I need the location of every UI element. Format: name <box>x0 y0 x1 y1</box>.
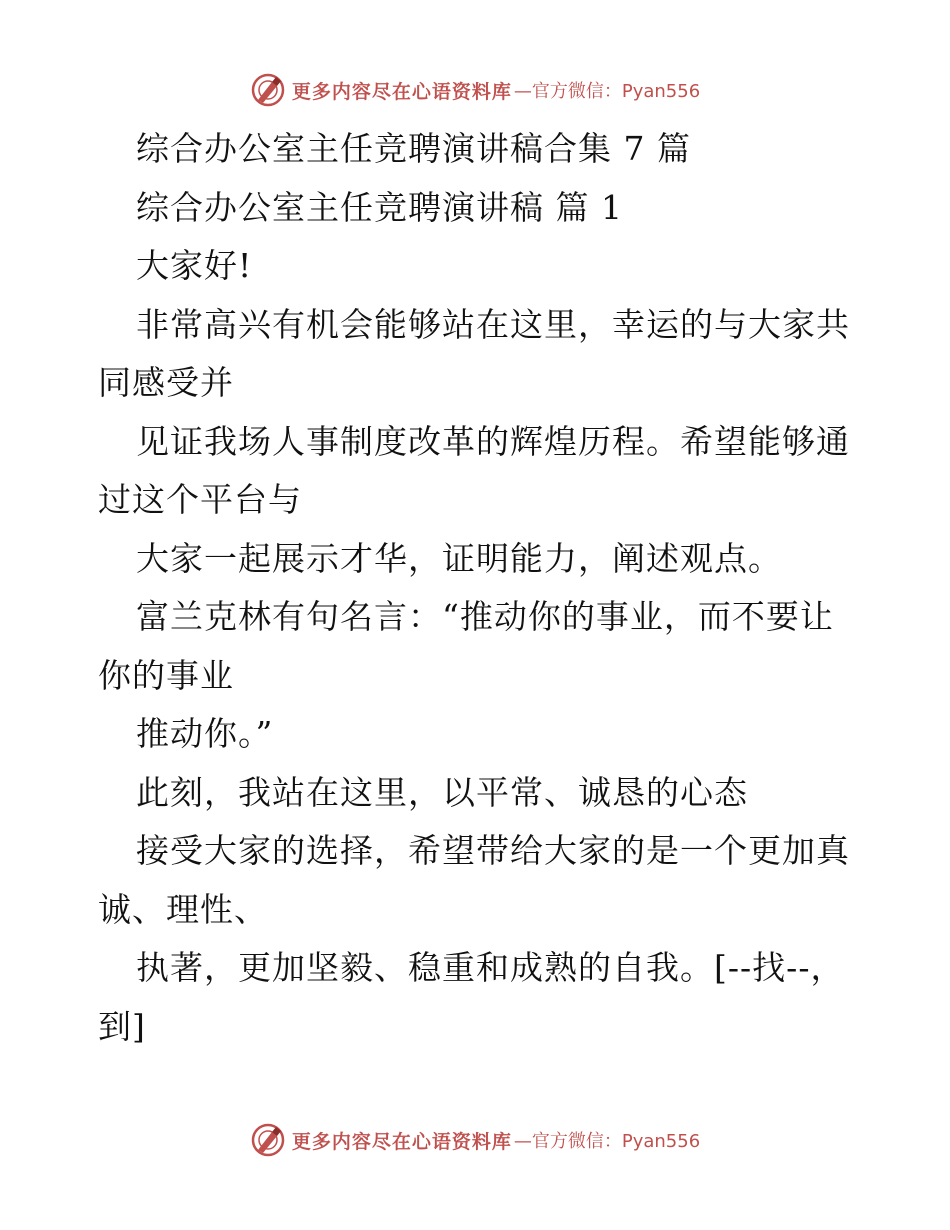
banner-wechat-text: —官方微信：Pyan556 <box>513 1131 701 1152</box>
text-line: 到] <box>98 1006 146 1046</box>
text-line: 见证我场人事制度改革的辉煌历程。希望能够通 <box>136 421 850 461</box>
text-line: 大家一起展示才华，证明能力，阐述观点。 <box>136 538 782 578</box>
text-line: 诚、理性、 <box>98 889 268 929</box>
banner-wechat-text: —官方微信：Pyan556 <box>513 81 701 102</box>
pen-logo-icon <box>250 72 286 108</box>
footer-banner <box>0 1120 950 1160</box>
text-line: 过这个平台与 <box>98 480 302 519</box>
text-line: 接受大家的选择，希望带给大家的是一个更加真 <box>136 831 850 870</box>
document-title: 综合办公室主任竞聘演讲稿合集 7 篇 <box>136 129 691 168</box>
section-heading: 综合办公室主任竞聘演讲稿 篇 1 <box>136 187 623 227</box>
text-line: 富兰克林有句名言：“推动你的事业，而不要让 <box>136 597 834 636</box>
text-line: 同感受并 <box>98 363 234 402</box>
banner-main-text: 更多内容尽在心语资料库 <box>291 80 512 103</box>
text-line: 推动你。” <box>136 714 274 753</box>
text-line: 此刻，我站在这里，以平常、诚恳的心态 <box>136 772 748 812</box>
banner-main-text: 更多内容尽在心语资料库 <box>291 1130 512 1153</box>
pen-logo-icon <box>250 1122 286 1158</box>
text-line: 大家好! <box>136 246 253 285</box>
document-body <box>98 120 858 1056</box>
text-line: 你的事业 <box>98 655 234 695</box>
text-line: 非常高兴有机会能够站在这里，幸运的与大家共 <box>136 304 850 344</box>
header-banner <box>0 70 950 110</box>
text-line: 执著，更加坚毅、稳重和成熟的自我。[--找--， <box>136 948 845 987</box>
